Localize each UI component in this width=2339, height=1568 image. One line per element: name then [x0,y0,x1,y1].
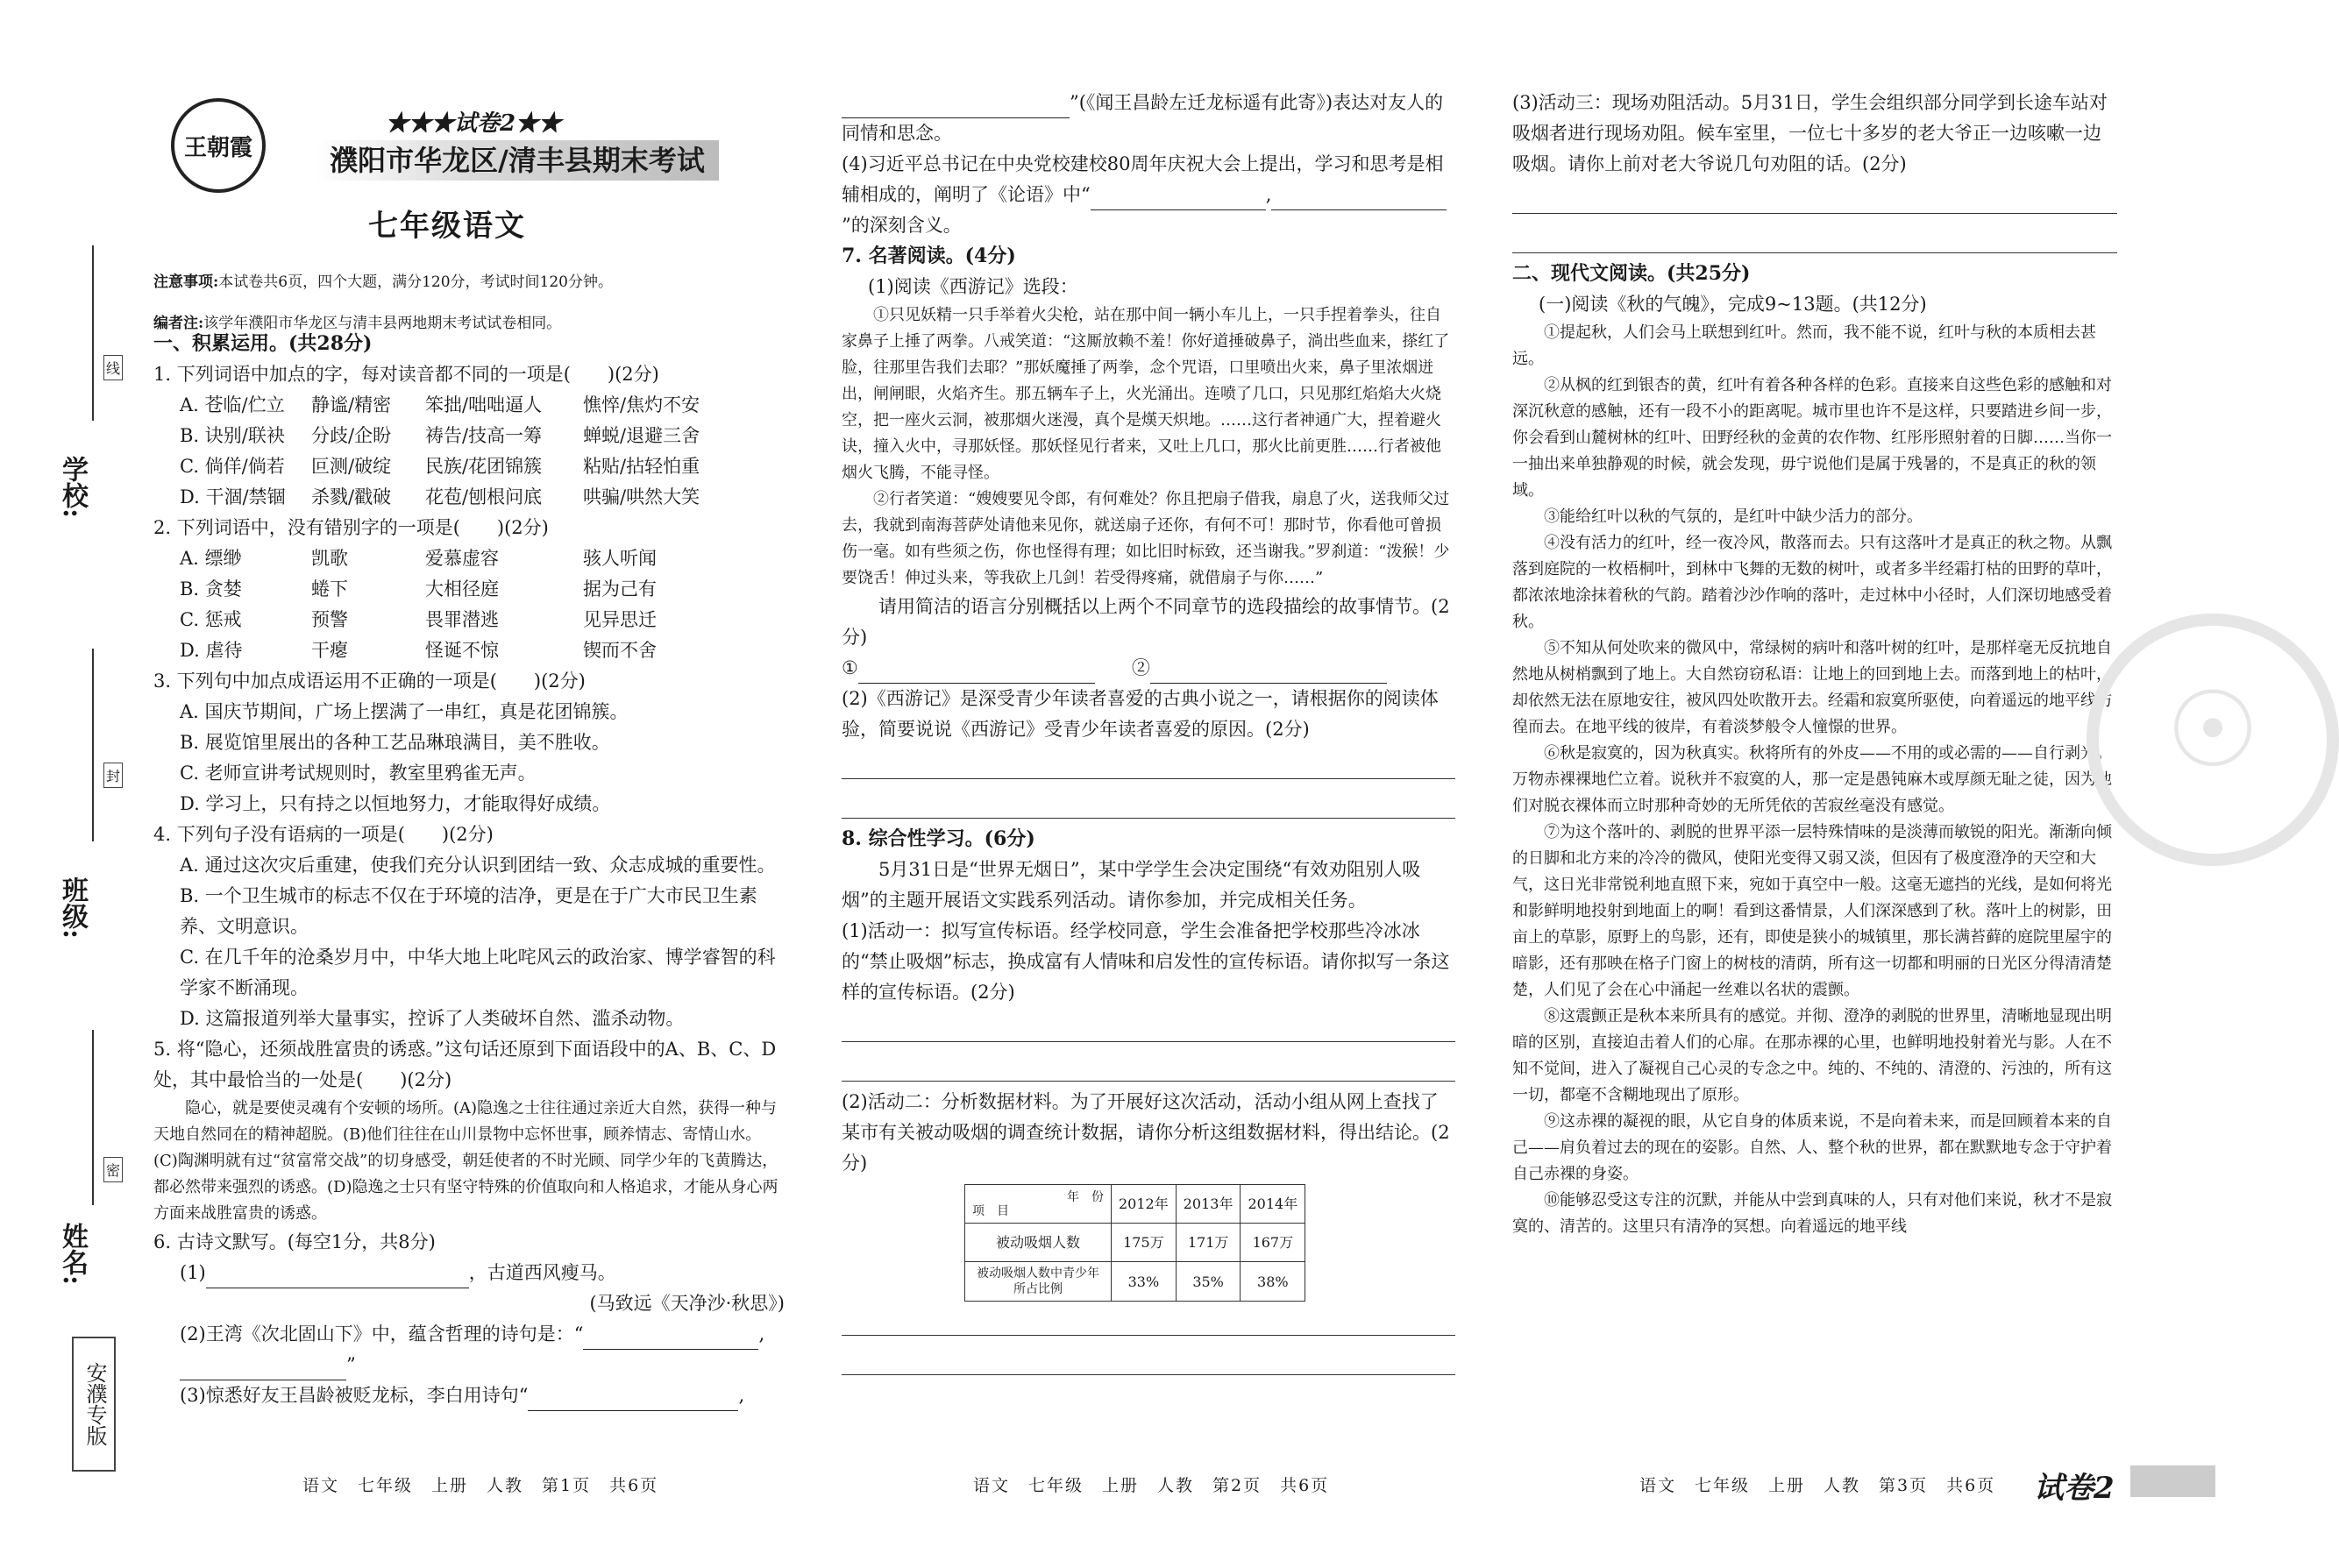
question-8-1: (1)活动一：拟写宣传标语。经学校同意，学生会准备把学校那些冷冰冰的“禁止吸烟”标志，换成富有人情味和启发性的宣传标语。请你拟写一条这样的宣传标语。(2分) [842,920,1450,1003]
row-label: 被动吸烟人数中青少年所占比例 [965,1262,1112,1302]
q8-2-answer-line-1[interactable] [842,1302,1455,1336]
q8-intro: 5月31日是“世界无烟日”，某中学学生会决定围绕“有效劝阻别人吸烟”的主题开展语文实践系列活动。请你参加，并完成相关任务。 [842,859,1421,911]
q6-1-suffix: ，古道西风瘦马。 [468,1262,616,1283]
footer-page-1: 语文 七年级 上册 人教 第1页 共6页 [302,1476,659,1495]
question-2: 2. 下列词语中，没有错别字的一项是( )(2分) [153,517,549,538]
q7-passage-1: ①只见妖精一只手举着火尖枪，站在那中间一辆小车儿上，一只手捏着拳头，往自家鼻子上捶了两拳。八戒笑道：“这厮放赖不羞！你好道捶破鼻子，淌出些血来，搽红了脸，往那里告我们去耶？”那妖魔捶了两拳，念个咒语，口里喷出火来，鼻子里浓烟迸出，闸闸眼，火焰齐生。那五辆车子上，火光涌出。连喷了几口，只见那红焰焰大火烧空，把一座火云洞，被那烟火迷漫，真个是熯天炽地。……这行者神通广大，捏着避火诀，撞入火中，寻那妖怪。那妖怪见行者来，又吐上几口，那火比前更胜……行者被他烟火飞腾，不能寻怪。 [842,306,1450,482]
option-row [153,605,785,635]
option-item: A. 国庆节期间，广场上摆满了一串红，真是花团锦簇。 [180,701,629,722]
class-label: 班级: [57,876,88,940]
q6-3-continued [842,88,1455,149]
passage-paragraph: ⑥秋是寂寞的，因为秋真实。秋将所有的外皮——不用的或必需的——自行剥光。万物赤裸裸地伫立着。说秋并不寂寞的人，那一定是愚钝麻木或厚颜无耻之徒，因为他们对脱衣裸体而立时那种奇妙的无所凭依的苦寂丝毫没有感觉。 [1512,744,2112,815]
passage-paragraph: ⑩能够忍受这专注的沉默，并能从中尝到真味的人，只有对他们来说，秋才不是寂寞的、清苦的。这里只有清净的冥想。向着遥远的地平线 [1512,1191,2112,1236]
option-cell: 蝉蜕/退避三舍 [583,425,700,446]
option-cell: 花苞/刨根问底 [425,486,543,507]
option-cell: 笨拙/咄咄逼人 [425,394,543,415]
name-label: 姓名: [57,1223,88,1286]
option-row [153,635,785,666]
q7-answer-1[interactable] [858,663,1095,684]
year-header: 2014年 [1241,1185,1305,1224]
name-line [92,1030,94,1205]
option-cell: 哄骗/哄然大笑 [583,486,700,507]
option-item: C. 老师宣讲考试规则时，教室里鸦雀无声。 [180,763,537,784]
passage-paragraph: ①提起秋，人们会马上联想到红叶。然而，我不能不说，红叶与秋的本质相去甚远。 [1512,323,2096,368]
exam-title: 濮阳市华龙区/清丰县期末考试 [316,140,719,181]
question-6-3: (3)惊悉好友王昌龄被贬龙标，李白用诗句“ , [153,1380,785,1411]
option-cell: A. 苍临/伫立 [180,394,285,415]
option-item: C. 在几千年的沧桑岁月中，中华大地上叱咤风云的政治家、博学睿智的科学家不断涌现。 [180,947,776,998]
q6-1-blank[interactable] [206,1268,469,1288]
question-4-options [153,850,785,1034]
option-cell: 凯歌 [311,548,348,569]
question-3: 3. 下列句中加点成语运用不正确的一项是( )(2分) [153,670,586,692]
xian-mark: 线 [103,355,123,380]
question-1: 1. 下列词语中加点的字，每对读音都不同的一项是( )(2分) [153,364,659,385]
table-row [965,1224,1305,1262]
q6-3-end: ”(《闻王昌龄左迁龙标遥有此寄》)表达对友人的同情和思念。 [842,92,1444,144]
table-cell: 167万 [1241,1224,1305,1262]
option-row [153,421,785,451]
column-3 [1512,88,2117,1240]
table-row [965,1262,1305,1302]
option-cell: A. 缥缈 [180,548,242,569]
option-cell: 分歧/企盼 [311,425,392,446]
q8-1-answer-line-2[interactable] [842,1047,1455,1082]
question-8: 8. 综合性学习。(6分) [842,827,1035,850]
q6-2-blank-1[interactable] [583,1330,758,1350]
q7-answer-1-label: ① [842,657,858,678]
column-2 [842,88,1455,1380]
option-cell: 蜷下 [311,578,348,600]
feng-mark: 封 [103,763,123,788]
notice-text: 本试卷共6页，四个大题，满分120分，考试时间120分钟。 [218,273,613,291]
option-cell: 预警 [311,609,348,630]
reading-passage [1512,320,2117,1240]
option-cell: B. 贪婪 [180,578,242,600]
option-item: D. 这篇报道列举大量事实，控诉了人类破坏自然、滥杀动物。 [180,1008,685,1029]
mi-mark: 密 [103,1157,123,1182]
passage-paragraph: ⑦为这个落叶的、剥脱的世界平添一层特殊情味的是淡薄而敏锐的阳光。渐渐向倾的日脚和北方来的冷冷的微风，使阳光变得又弱又淡，但因有了极度澄净的天空和大气，这日光非常锐利地直照下来，宛如于真空中一般。这毫无遮挡的光线，是如何将光和影鲜明地投射到地面上的啊！看到这番情景，人们深深感到了秋。落叶上的树影，田亩上的草影，原野上的鸟影，还有，即使是狭小的城镇里，那长满苔藓的庭院里屋宇的暗影，还有那映在格子门窗上的树枝的清荫，所有这一切都和明丽的日光区分得清清楚楚，人们见了会在心中涌起一丝难以名状的震颤。 [1512,823,2112,999]
question-2-options [153,543,785,666]
passage-paragraph: ④没有活力的红叶，经一夜冷风，散落而去。只有这落叶才是真正的秋之物。从飘落到庭院的一枚梧桐叶，到林中飞舞的无数的树叶，或者多半经霜打枯的田野的草叶，都浓浓地涂抹着秋的气韵。踏着沙沙作响的落叶，走过林中小径时，人们深切地感受着秋。 [1512,534,2112,631]
option-cell: 畏罪潜逃 [425,609,499,630]
subsection-1-title: (一)阅读《秋的气魄》，完成9~13题。(共12分) [1539,294,1927,315]
option-item: B. 一个卫生城市的标志不仅在于环境的洁净，更是在于广大市民卫生素养、文明意识。 [180,885,757,937]
option-cell: 爱慕虚容 [425,548,499,569]
option-row [153,482,785,513]
section-2-title: 二、现代文阅读。(共25分) [1512,262,1751,285]
option-cell: 干瘪 [311,640,348,661]
notice-label: 注意事项: [153,273,219,291]
option-cell: 怪诞不惊 [425,640,499,661]
question-6: 6. 古诗文默写。(每空1分，共8分) [153,1231,436,1252]
passage-paragraph: ⑤不知从何处吹来的微风中，常绿树的病叶和落叶树的红叶，是那样毫无反抗地自然地从树梢飘到了地上。大自然窃窃私语：让地上的回到地上去。而落到地上的枯叶，却依然无法在原地安往，被风四处吹散开去。经霜和寂寞所驱使，向着遥远的地平线彷徨而去。在地平线的彼岸，有着淡梦般令人憧憬的世界。 [1512,639,2112,736]
q6-3-blank-2[interactable] [842,98,1070,118]
smoking-stats-table [964,1184,1305,1302]
q7-2-answer-line-1[interactable] [842,745,1455,779]
q7-passage-2: ②行者笑道：“嫂嫂要见令郎，有何难处？你且把扇子借我，扇息了火，送我师父过去，我就到南海菩萨处请他来见你，就送扇子还你，有何不可！那时节，你看他可曾损伤一毫。如有些须之伤，你也怪得有理；如比旧时标致，还当谢我。”罗刹道：“泼猴！少要饶舌！伸过头来，等我砍上几剑！若受得疼痛，就借扇子与你……” [842,490,1450,587]
question-8-3: (3)活动三：现场劝阻活动。5月31日，学生会组织部分同学到长途车站对吸烟者进行现场劝阻。候车室里，一位七十多岁的老大爷正一边咳嗽一边吸烟。请你上前对老大爷说几句劝阻的话。(2分) [1512,92,2108,174]
option-cell: 粘贴/拈轻怕重 [583,456,700,477]
q6-3-text: (3)惊悉好友王昌龄被贬龙标，李白用诗句“ [180,1385,529,1406]
editor-text: 该学年濮阳市华龙区与清丰县两地期末考试试卷相同。 [203,315,562,332]
option-cell: 骇人听闻 [583,548,657,569]
question-6-2-cont: ” [153,1350,785,1380]
passage-paragraph: ⑨这赤裸的凝视的眼，从它自身的体质来说，不是向着未来，而是回顾着本来的自己——肩负着过去的现在的姿影。自然、人、整个秋的世界，都在默默地专念于守护着自己赤裸的身姿。 [1512,1112,2112,1183]
q6-4-text: (4)习近平总书记在中央党校建校80周年庆祝大会上提出，学习和思考是相辅相成的，阐明了《论语》中“ [842,153,1444,205]
question-7: 7. 名著阅读。(4分) [842,245,1016,267]
brand-tag: 试卷2 [2034,1471,2115,1506]
option-cell: 民族/花团锦簇 [425,456,543,477]
year-header: 2012年 [1112,1185,1177,1224]
school-line [92,245,94,421]
question-5-passage: 隐心，就是要使灵魂有个安顿的场所。(A)隐逸之士往往通过亲近大自然，获得一种与天地自然同在的精神超脱。(B)他们往往在山川景物中忘怀世事，顾养情志、寄情山水。(C)陶渊明就有过“贫富常交战”的切身感受，朝廷使者的不时光顾、同学少年的飞黄腾达，都必然带来强烈的诱惑。(D)隐逸之士只有坚守特殊的价值取向和人格追求，才能从身心两方面来战胜富贵的诱惑。 [153,1099,778,1223]
option-row [153,543,785,574]
question-1-options [153,390,785,513]
question-5: 5. 将“隐心，还须战胜富贵的诱惑。”这句话还原到下面语段中的A、B、C、D处，其中最恰当的一处是( )(2分) [153,1039,777,1090]
option-cell: 大相径庭 [425,578,499,600]
q6-3-blank[interactable] [528,1391,738,1411]
q8-3-answer-line-1[interactable] [1512,180,2117,214]
brand-bar [2130,1465,2215,1497]
question-7-2: (2)《西游记》是深受青少年读者喜爱的古典小说之一，请根据你的阅读体验，简要说说《西游记》受青少年读者喜爱的原因。(2分) [842,688,1439,740]
section-1-title: 一、积累运用。(共28分) [153,332,373,355]
corner-item: 项 目 [972,1203,1009,1218]
option-cell: 据为己有 [583,578,657,600]
option-cell: 静谧/精密 [311,394,392,415]
option-row [153,574,785,605]
question-7-1: (1)阅读《西游记》选段： [868,276,1078,297]
option-item: A. 通过这次灾后重建，使我们充分认识到团结一致、众志成城的重要性。 [180,855,776,876]
q7-answers [842,653,1455,684]
option-cell: B. 诀别/联袂 [180,425,285,446]
option-cell: C. 惩戒 [180,609,242,630]
watermark-seal-icon: ☉ [2087,614,2339,866]
q7-answer-2-label: ② [1131,657,1150,678]
footer-page-2: 语文 七年级 上册 人教 第2页 共6页 [973,1476,1330,1495]
question-6-1 [153,1258,785,1288]
q6-1-prefix: (1) [180,1262,206,1283]
table-header-row [965,1185,1305,1224]
q6-2-text: (2)王湾《次北固山下》中，蕴含哲理的诗句是：“ [180,1323,584,1345]
option-cell: D. 干涸/禁锢 [180,486,286,507]
passage-paragraph: ③能给红叶以秋的气氛的，是红叶中缺少活力的部分。 [1544,507,1923,526]
year-header: 2013年 [1176,1185,1241,1224]
brand-logo: 王朝霞 [171,98,266,193]
question-6-1-source: (马致远《天净沙·秋思》) [589,1293,785,1314]
question-6-4: (4)习近平总书记在中央党校建校80周年庆祝大会上提出，学习和思考是相辅相成的，阐明了《论语》中“ ,”的深刻含义。 [842,149,1455,241]
q6-4-blank-2[interactable] [1271,190,1447,210]
option-cell: 憔悴/焦灼不安 [583,394,700,415]
q7-2-answer-line-2[interactable] [842,784,1455,819]
class-line [92,649,94,841]
school-label: 学校: [57,456,88,519]
table-cell: 33% [1112,1262,1177,1302]
passage-paragraph: ②从枫的红到银杏的黄，红叶有着各种各样的色彩。直接来自这些色彩的感触和对深沉秋意的感触，还有一段不小的距离呢。城市里也许不是这样，只要踏进乡间一步，你会看到山麓树林的红叶、田野经秋的金黄的农作物、红彤彤照射着的日脚……当你一一抽出来单独静观的时候，就会发现，毋宁说他们是属于残暑的，不是真正的秋的领域。 [1512,376,2112,500]
corner-year: 年 份 [1067,1189,1104,1204]
question-4: 4. 下列句子没有语病的一项是( )(2分) [153,824,494,845]
table-cell: 38% [1241,1262,1305,1302]
question-6-2: (2)王湾《次北固山下》中，蕴含哲理的诗句是：“ , [153,1319,785,1350]
edition-seal: 安濮专版 [72,1337,116,1472]
paper-badge: ★★★试卷2★★ [386,110,562,137]
option-item: D. 学习上，只有持之以恒地努力，才能取得好成绩。 [180,793,611,814]
q6-4-end: ”的深刻含义。 [842,215,962,236]
option-cell: 见异思迁 [583,609,657,630]
q6-4-blank-1[interactable] [1091,190,1266,210]
table-corner [965,1185,1112,1224]
q8-2-answer-line-2[interactable] [842,1341,1455,1375]
question-8-2: (2)活动二：分析数据材料。为了开展好这次活动，活动小组从网上查找了某市有关被动吸烟的调查统计数据，请你分析这组数据材料，得出结论。(2分) [842,1091,1450,1174]
table-cell: 35% [1176,1262,1241,1302]
option-cell: D. 虐待 [180,640,243,661]
option-row [153,390,785,421]
question-3-options [153,697,785,819]
passage-paragraph: ⑧这震颤正是秋本来所具有的感觉。并彻、澄净的剥脱的世界里，清晰地显现出明暗的区别，直接迫击着人们的心扉。在那赤裸的心里，也鲜明地投射着光与影。人在不知不觉间，进入了凝视自己心灵的专念之中。纯的、不纯的、清澄的、污浊的，所有这一切，都毫不含糊地现出了原形。 [1512,1007,2112,1104]
q8-3-answer-line-2[interactable] [1512,219,2117,253]
q8-1-answer-line-1[interactable] [842,1008,1455,1042]
option-row [153,451,785,482]
option-cell: C. 倘佯/倘若 [180,456,285,477]
subject-title: 七年级语文 [368,209,526,244]
q7-answer-2[interactable] [1150,663,1387,684]
row-label: 被动吸烟人数 [965,1224,1112,1262]
table-cell: 171万 [1176,1224,1241,1262]
option-cell: 叵测/破绽 [311,456,392,477]
column-1 [153,329,785,1411]
option-item: B. 展览馆里展出的各种工艺品琳琅满目，美不胜收。 [180,732,610,753]
option-cell: 杀戮/戳破 [311,486,392,507]
footer-page-3: 语文 七年级 上册 人教 第3页 共6页 [1639,1476,1996,1495]
q7-ask: 请用简洁的语言分别概括以上两个不同章节的选段描绘的故事情节。(2分) [842,596,1450,648]
option-cell: 祷告/技高一筹 [425,425,543,446]
q6-2-blank-2[interactable] [180,1360,346,1380]
table-cell: 175万 [1112,1224,1177,1262]
option-cell: 锲而不舍 [583,640,657,661]
editor-label: 编者注: [153,315,204,332]
